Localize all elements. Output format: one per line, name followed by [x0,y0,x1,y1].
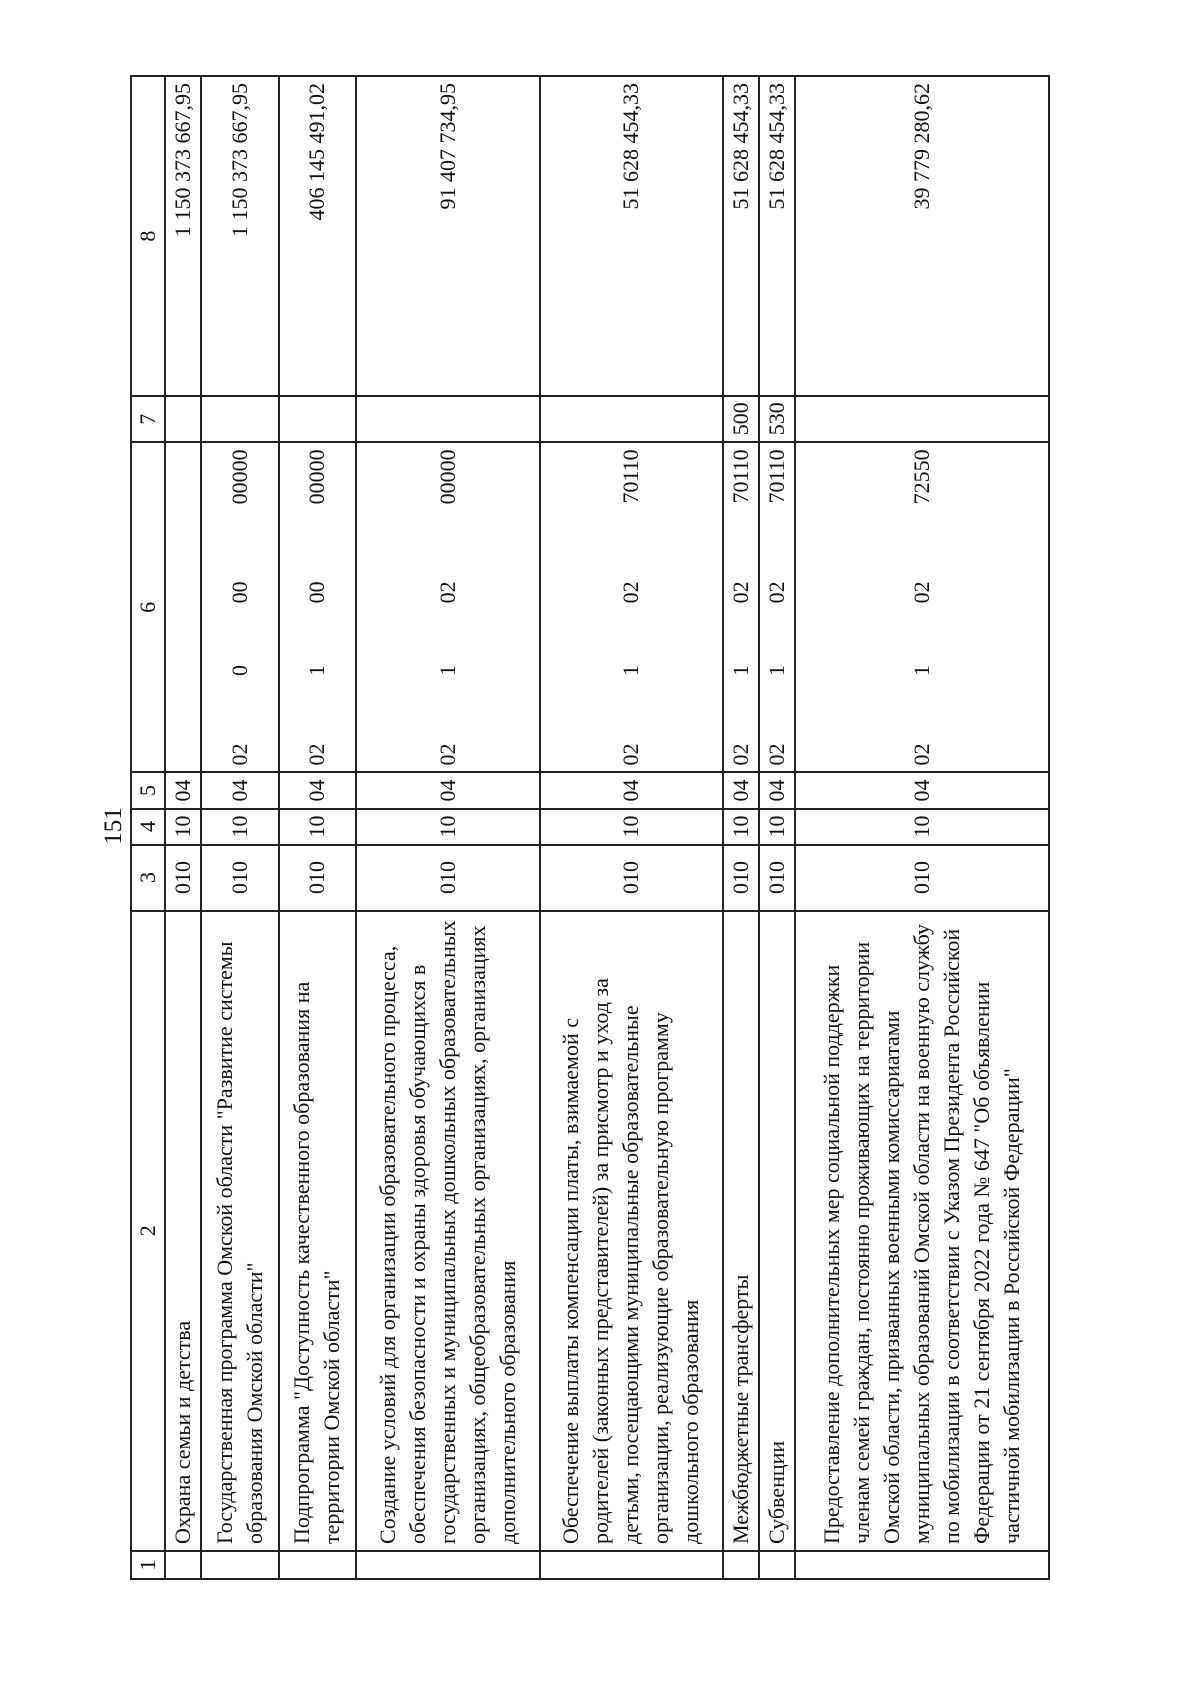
header-cell: 4 [131,809,165,845]
header-cell: 8 [131,76,165,396]
code-section: 10 [165,809,201,845]
table-row [279,76,357,1579]
table-row [759,76,795,1579]
row-number-cell [279,1551,357,1579]
code-part: 00 [304,581,330,604]
code-part: 1 [728,664,753,676]
code-part: 00000 [304,449,330,505]
code-target [201,442,279,772]
header-cell: 7 [131,396,165,442]
header-cell: 6 [131,442,165,772]
code-target [795,442,1049,772]
code-part: 1 [304,664,330,676]
row-number-cell [759,1551,795,1579]
code-target [759,442,795,772]
table-row [165,76,201,1579]
code-grbs: 010 [540,845,723,911]
code-subsection: 04 [279,773,357,809]
row-name: Предоставление дополнительных мер социальной поддержки членам семей граждан, постоянно проживающих на территории Омской области, призванных военными комиссариатами муниципальных образований Омской области на военную службу по мобилизации в соответствии с Указом Президента Российской Федерации от 21 сентября 2022 года № 647 "Об объявлении частичной мобилизации в Российской Федерации" [795,911,1049,1551]
code-part: 1 [909,664,934,676]
code-target [723,442,759,772]
code-part: 70110 [728,449,753,504]
code-target [279,442,357,772]
code-target [356,442,539,772]
code-part: 00 [226,581,252,604]
code-subsection: 04 [795,773,1049,809]
code-grbs: 010 [723,845,759,911]
code-grbs: 010 [165,845,201,911]
table-row [356,76,539,1579]
code-part: 02 [434,743,460,766]
code-grbs: 010 [201,845,279,911]
code-expense-type: 530 [759,396,795,442]
row-name: Субвенции [759,911,795,1551]
code-section: 10 [540,809,723,845]
table-row [201,76,279,1579]
code-expense-type [795,396,1049,442]
code-target [540,442,723,772]
code-section: 10 [795,809,1049,845]
code-part: 02 [909,581,934,604]
amount: 51 628 454,33 [759,76,795,396]
code-section: 10 [759,809,795,845]
row-name: Государственная программа Омской области "Развитие системы образования Омской области" [201,911,279,1551]
code-part: 70110 [618,449,644,504]
table-header-row [131,76,165,1579]
table-row [723,76,759,1579]
header-cell: 5 [131,773,165,809]
budget-table [130,75,1050,1580]
code-expense-type [201,396,279,442]
budget-table-container [130,75,1050,1580]
code-part: 70110 [764,449,789,504]
code-part: 02 [764,581,789,604]
row-name: Охрана семьи и детства [165,911,201,1551]
code-subsection: 04 [759,773,795,809]
code-grbs: 010 [279,845,357,911]
code-part: 02 [728,743,753,766]
code-part: 02 [226,743,252,766]
header-cell: 1 [131,1551,165,1579]
row-number-cell [201,1551,279,1579]
amount: 51 628 454,33 [723,76,759,396]
code-part: 1 [618,664,644,676]
code-grbs: 010 [356,845,539,911]
header-cell: 3 [131,845,165,911]
amount: 51 628 454,33 [540,76,723,396]
row-name: Межбюджетные трансферты [723,911,759,1551]
code-target [165,442,201,772]
code-subsection: 04 [356,773,539,809]
code-part: 02 [618,581,644,604]
code-expense-type [356,396,539,442]
header-cell: 2 [131,911,165,1551]
amount: 91 407 734,95 [356,76,539,396]
code-part: 00000 [434,449,460,505]
code-part: 72550 [909,449,934,505]
code-part: 0 [226,664,252,676]
code-grbs: 010 [759,845,795,911]
code-part: 1 [764,664,789,676]
amount: 406 145 491,02 [279,76,357,396]
row-number-cell [356,1551,539,1579]
code-expense-type: 500 [723,396,759,442]
code-expense-type [165,396,201,442]
code-part: 02 [434,581,460,604]
code-grbs: 010 [795,845,1049,911]
row-name: Обеспечение выплаты компенсации платы, взимаемой с родителей (законных представителей) за присмотр и уход за детьми, посещающими муниципальные образовательные организации, реализующие образовательную программу дошкольного образования [540,911,723,1551]
amount: 1 150 373 667,95 [201,76,279,396]
page-number: 151 [99,807,127,845]
code-part: 00000 [226,449,252,505]
amount: 1 150 373 667,95 [165,76,201,396]
code-part: 1 [434,664,460,676]
code-subsection: 04 [723,773,759,809]
amount: 39 779 280,62 [795,76,1049,396]
table-row [540,76,723,1579]
row-number-cell [795,1551,1049,1579]
code-part: 02 [909,743,934,766]
code-section: 10 [201,809,279,845]
code-subsection: 04 [540,773,723,809]
row-name: Подпрограмма "Доступность качественного образования на территории Омской области" [279,911,357,1551]
code-part: 02 [764,743,789,766]
row-number-cell [165,1551,201,1579]
code-expense-type [540,396,723,442]
code-expense-type [279,396,357,442]
row-name: Создание условий для организации образовательного процесса, обеспечения безопасности и охраны здоровья обучающихся в государственных и муниципальных дошкольных образовательных организациях, общеобразовательных организациях, организациях дополнительного образования [356,911,539,1551]
code-part: 02 [304,743,330,766]
code-part: 02 [618,743,644,766]
code-section: 10 [723,809,759,845]
row-number-cell [723,1551,759,1579]
code-subsection: 04 [165,773,201,809]
code-part: 02 [728,581,753,604]
table-row [795,76,1049,1579]
code-subsection: 04 [201,773,279,809]
code-section: 10 [356,809,539,845]
code-section: 10 [279,809,357,845]
row-number-cell [540,1551,723,1579]
